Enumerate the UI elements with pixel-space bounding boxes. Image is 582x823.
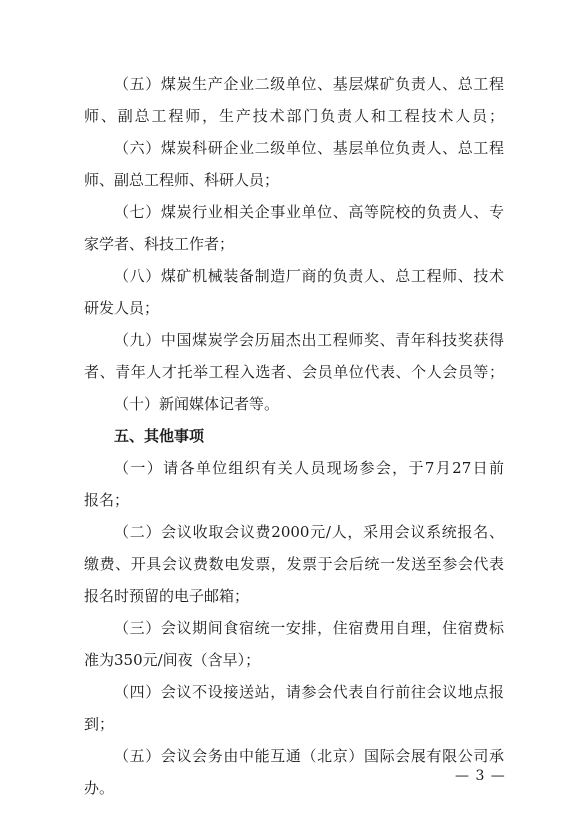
paragraph-line: 准为350元/间夜（含早）；: [84, 651, 261, 669]
paragraph-line: （五）会议会务由中能互通（北京）国际会展有限公司承: [114, 747, 504, 765]
paragraph-line: 办。: [84, 779, 115, 797]
paragraph-line: （六）煤炭科研企业二级单位、基层单位负责人、总工程: [114, 139, 504, 157]
paragraph-line: （三）会议期间食宿统一安排，住宿费用自理，住宿费标: [114, 619, 504, 637]
paragraph-line: （一）请各单位组织有关人员现场参会，于7月27日前: [114, 459, 504, 477]
paragraph-line: 师、副总工程师，生产技术部门负责人和工程技术人员；: [84, 107, 504, 125]
paragraph-line: （八）煤矿机械装备制造厂商的负责人、总工程师、技术: [114, 267, 504, 285]
paragraph-line: 缴费、开具会议费数电发票，发票于会后统一发送至参会代表: [84, 555, 504, 573]
paragraph-line: （二）会议收取会议费2000元/人，采用会议系统报名、: [114, 523, 504, 541]
paragraph-line: （十）新闻媒体记者等。: [114, 395, 280, 413]
page-number: — 3 —: [455, 768, 506, 784]
paragraph-line: 师、副总工程师、科研人员；: [84, 171, 280, 189]
paragraph-line: 研发人员；: [84, 299, 160, 317]
paragraph-line: 报名；: [84, 491, 130, 509]
paragraph-line: 报名时预留的电子邮箱；: [84, 587, 250, 605]
paragraph-line: （七）煤炭行业相关企事业单位、高等院校的负责人、专: [114, 203, 504, 221]
paragraph-line: 到；: [84, 715, 115, 733]
paragraph-line: （九）中国煤炭学会历届杰出工程师奖、青年科技奖获得: [114, 331, 504, 349]
paragraph-line: 者、青年人才托举工程入选者、会员单位代表、个人会员等；: [84, 363, 504, 381]
section-heading: 五、其他事项: [114, 427, 205, 445]
paragraph-line: 家学者、科技工作者；: [84, 235, 235, 253]
paragraph-line: （四）会议不设接送站，请参会代表自行前往会议地点报: [114, 683, 504, 701]
paragraph-line: （五）煤炭生产企业二级单位、基层煤矿负责人、总工程: [114, 75, 504, 93]
